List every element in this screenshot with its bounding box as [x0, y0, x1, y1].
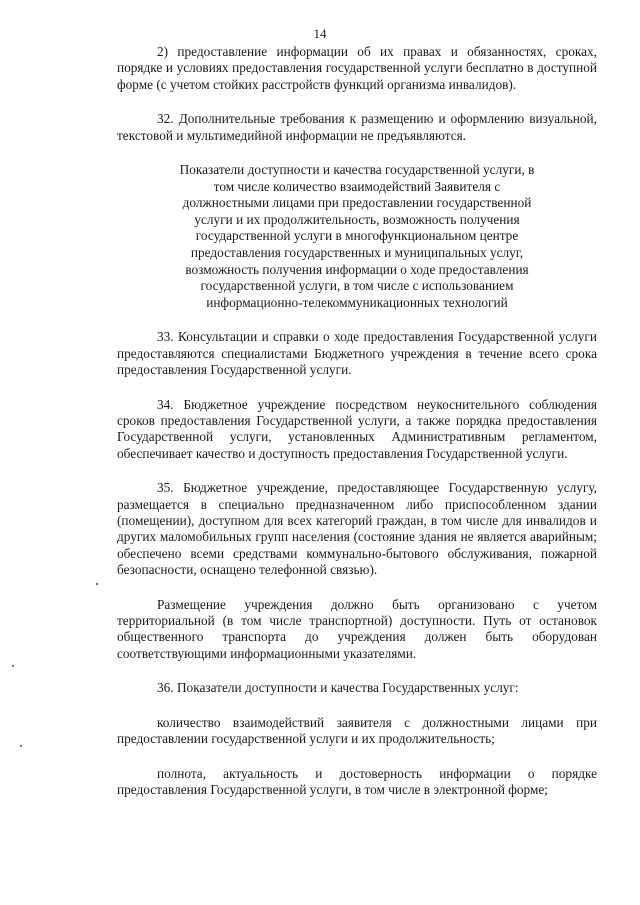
paragraph-35-placement: Размещение учреждения должно быть организовано с учетом территориальной (в том числе транспортной) доступности. Путь от остановок общественного транспорта до учреждения должен быть оборудован соответствующими информационными указателями.	[117, 596, 597, 661]
paragraph-35: 35. Бюджетное учреждение, предоставляющее Государственную услугу, размещается в специально предназначенном либо приспособленном здании (помещении), доступном для всех категорий граждан, в том числе для инвалидов и других маломобильных групп населения (состояние здания не является аварийным; обеспечено всеми средствами коммунально-бытового обслуживания, пожарной безопасности, оснащено телефонной связью).	[117, 480, 597, 578]
paragraph-36-information: полнота, актуальность и достоверность информации о порядке предоставления Государственной услуги, в том числе в электронной форме;	[117, 765, 597, 797]
scan-speck	[12, 665, 14, 667]
document-body	[117, 44, 597, 798]
paragraph-33: 33. Консультации и справки о ходе предоставления Государственной услуги предоставляются специалистами Бюджетного учреждения в течение всего срока предоставления Государственной услуги.	[117, 329, 597, 378]
paragraph-36-interactions: количество взаимодействий заявителя с должностными лицами при предоставлении государственной услуги и их продолжительность;	[117, 714, 597, 747]
page-number: 14	[313, 26, 327, 41]
paragraph-34: 34. Бюджетное учреждение посредством неукоснительного соблюдения сроков предоставления Государственной услуги, а также порядка предоставления Государственной услуги, установленных Административным регламентом, обеспечивает качество и доступность предоставления Государственной услуги.	[117, 396, 597, 461]
scan-speck	[20, 745, 22, 747]
section-heading: Показатели доступности и качества государственной услуги, в том числе количество взаимодействий Заявителя с должностными лицами при предоставлении государственной услуги и их продолжительность, возможность получения государственной услуги в многофункциональном центре предоставления государственных и муниципальных услуг, возможность получения информации о ходе предоставления государственной услуги, в том числе с использованием информационно-телекоммуникационных технологий	[179, 162, 535, 310]
paragraph-item-2: 2) предоставление информации об их правах и обязанностях, сроках, порядке и условиях предоставления государственной услуги бесплатно в доступной форме (с учетом стойких расстройств функций организма инвалидов).	[117, 44, 597, 92]
paragraph-32: 32. Дополнительные требования к размещению и оформлению визуальной, текстовой и мультимедийной информации не предъявляются.	[117, 111, 597, 143]
paragraph-36: 36. Показатели доступности и качества Государственных услуг:	[157, 680, 519, 696]
scan-speck	[96, 583, 98, 585]
